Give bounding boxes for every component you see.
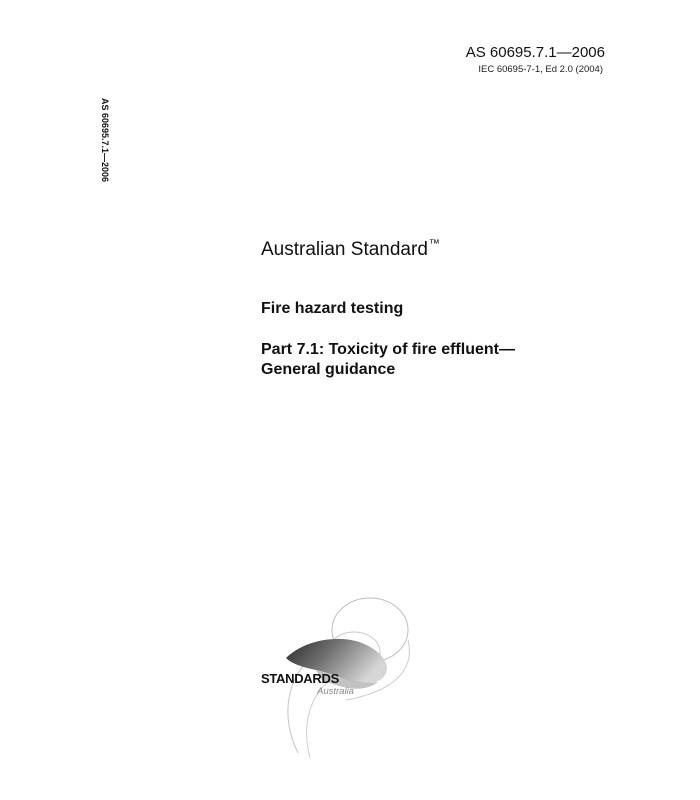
document-title: Fire hazard testing [261,300,404,317]
logo-standards-text: STANDARDS [261,671,339,686]
logo-australia-text: Australia [317,686,354,697]
trademark-symbol: ™ [428,238,440,250]
subtitle-line-2: General guidance [261,361,396,378]
iec-reference: IEC 60695-7-1, Ed 2.0 (2004) [478,64,603,75]
standard-number: AS 60695.7.1—2006 [465,44,605,61]
spine-label [99,98,111,198]
subtitle-line-1: Part 7.1: Toxicity of fire effluent— [261,341,515,358]
document-subtitle [261,340,515,380]
spine-text: AS 60695.7.1—2006 [100,98,110,183]
standard-type [261,238,440,261]
standard-type-label: Australian Standard [261,239,428,260]
